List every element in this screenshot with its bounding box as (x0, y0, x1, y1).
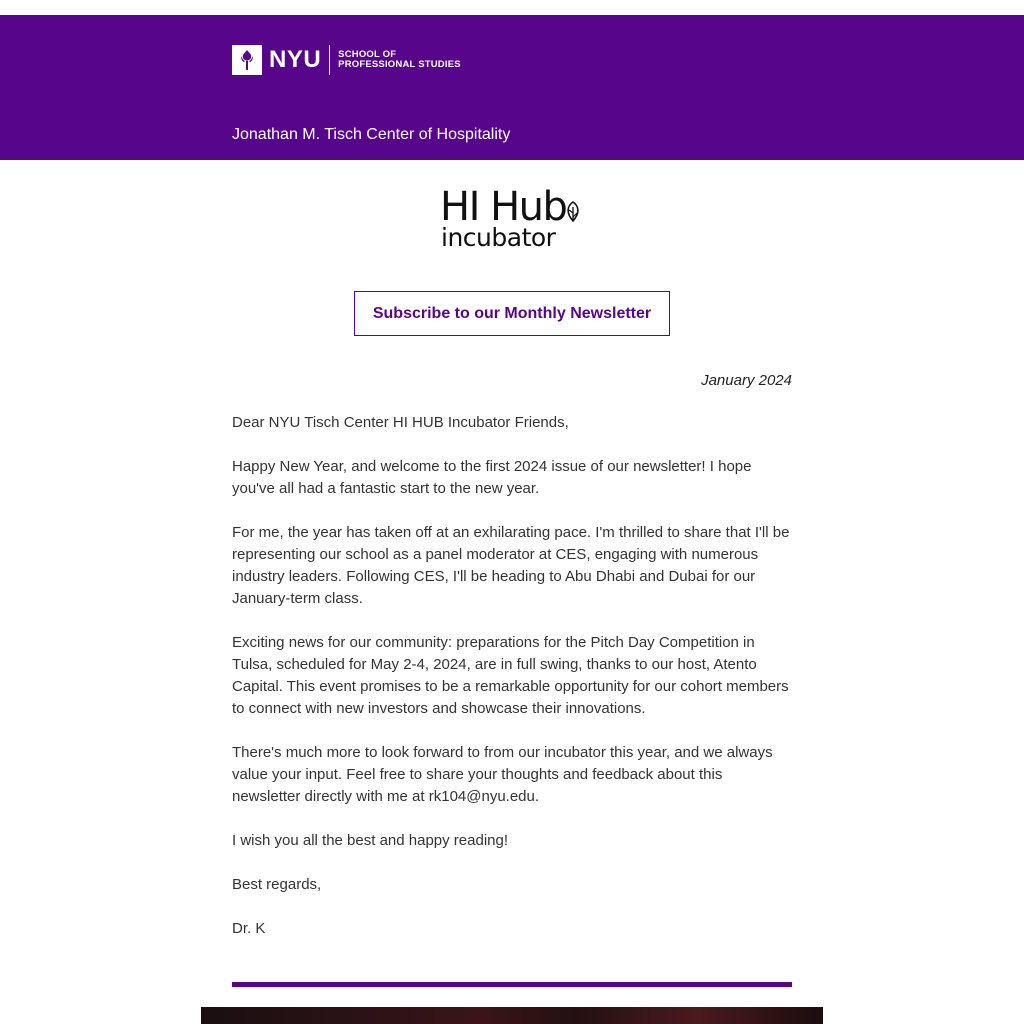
logo-divider (329, 45, 330, 75)
school-line-2: PROFESSIONAL STUDIES (338, 59, 461, 70)
letter-paragraph: There's much more to look forward to from our incubator this year, and we always value your input. Feel free to share your thoughts and feedback about this newsletter directly with me at rk104@nyu.edu. (232, 744, 773, 805)
letter-paragraph: For me, the year has taken off at an exhilarating pace. I'm thrilled to share that I'll be representing our school as a panel moderator at CES, engaging with numerous industry leaders. Following CES, I'll be heading to Abu Dhabi and Dubai for our January-term class. (232, 524, 790, 607)
hihub-incubator-logo (440, 185, 590, 255)
letter-greeting: Dear NYU Tisch Center HI HUB Incubator Friends, (232, 414, 569, 431)
letter-paragraph: Happy New Year, and welcome to the first 2024 issue of our newsletter! I hope you've all had a fantastic start to the new year. (232, 458, 752, 497)
section-divider (232, 982, 792, 987)
letter-paragraph: Exciting news for our community: preparations for the Pitch Day Competition in Tulsa, scheduled for May 2-4, 2024, are in full swing, thanks to our host, Atento Capital. This event promises to be a remarkable opportunity for our cohort members to connect with new investors and showcase their innovations. (232, 634, 789, 717)
torch-icon (232, 45, 262, 75)
subscribe-newsletter-button[interactable]: Subscribe to our Monthly Newsletter (354, 291, 670, 336)
nyu-sps-logo[interactable] (232, 45, 461, 75)
letter-closing-wish: I wish you all the best and happy reading! (232, 832, 509, 849)
school-name (338, 50, 461, 70)
welcome-letter (232, 412, 792, 962)
nyu-wordmark: NYU (269, 46, 322, 73)
letter-sign-off: Best regards, (232, 876, 322, 893)
letter-signature: Dr. K (232, 920, 266, 937)
top-strip (0, 0, 1024, 15)
hihub-logo-line-2: incubator (441, 223, 556, 252)
hihub-logo-line-1: HI Hub (440, 184, 567, 230)
center-name: Jonathan M. Tisch Center of Hospitality (232, 126, 511, 143)
issue-date: January 2024 (701, 372, 792, 389)
header-banner (0, 15, 1024, 160)
event-photo (201, 1007, 823, 1024)
school-line-1: SCHOOL OF (338, 49, 397, 60)
leaf-icon (562, 199, 584, 225)
